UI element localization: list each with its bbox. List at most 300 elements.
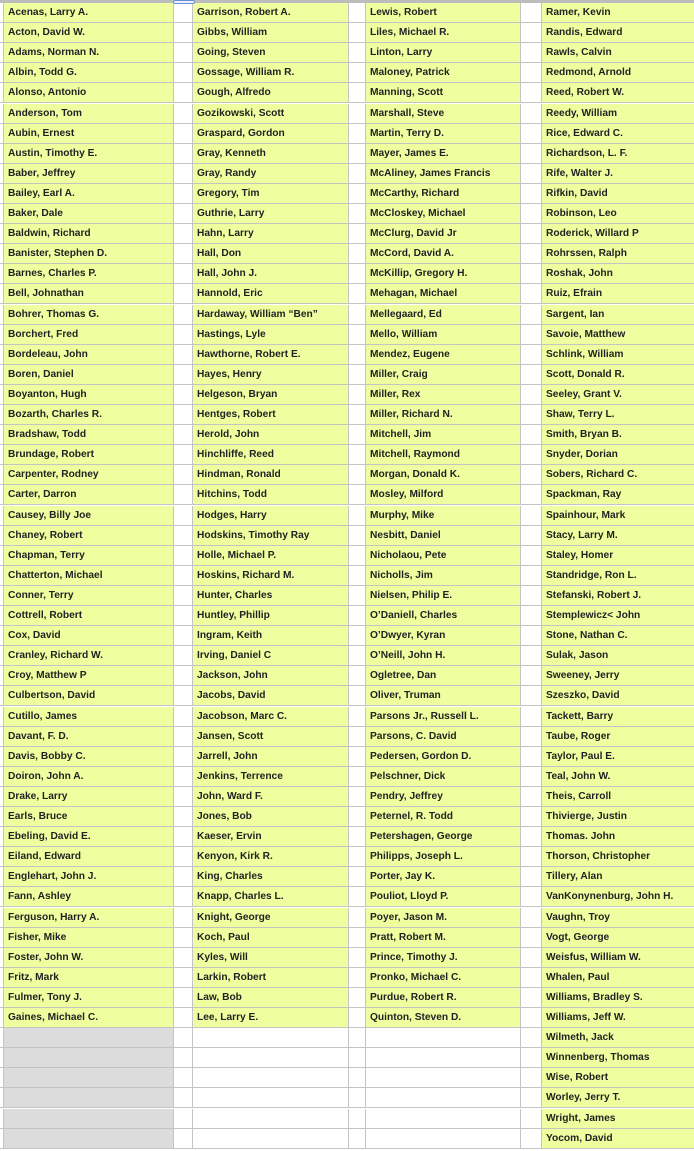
name-cell[interactable]: Gough, Alfredo [193, 83, 349, 103]
name-cell[interactable]: Stone, Nathan C. [542, 626, 694, 646]
spacer-cell[interactable] [174, 264, 193, 284]
spacer-cell[interactable] [174, 747, 193, 767]
spacer-cell[interactable] [521, 1028, 542, 1048]
empty-cell[interactable] [4, 1129, 174, 1149]
name-cell[interactable]: Sargent, Ian [542, 305, 694, 325]
name-cell[interactable]: Stefanski, Robert J. [542, 586, 694, 606]
name-cell[interactable]: Guthrie, Larry [193, 204, 349, 224]
name-cell[interactable]: Banister, Stephen D. [4, 244, 174, 264]
spacer-cell[interactable] [349, 887, 366, 907]
spacer-cell[interactable] [521, 164, 542, 184]
spacer-cell[interactable] [521, 908, 542, 928]
spacer-cell[interactable] [174, 83, 193, 103]
empty-cell[interactable] [366, 1068, 521, 1088]
name-cell[interactable]: Ebeling, David E. [4, 827, 174, 847]
spacer-cell[interactable] [521, 3, 542, 23]
name-cell[interactable]: Wise, Robert [542, 1068, 694, 1088]
spacer-cell[interactable] [349, 546, 366, 566]
name-cell[interactable]: Hoskins, Richard M. [193, 566, 349, 586]
name-cell[interactable]: Mendez, Eugene [366, 345, 521, 365]
spacer-cell[interactable] [521, 787, 542, 807]
spacer-cell[interactable] [521, 988, 542, 1008]
empty-cell[interactable] [193, 1129, 349, 1149]
name-cell[interactable]: McKillip, Gregory H. [366, 264, 521, 284]
name-cell[interactable]: O’Dwyer, Kyran [366, 626, 521, 646]
name-cell[interactable]: Spainhour, Mark [542, 506, 694, 526]
spacer-cell[interactable] [174, 405, 193, 425]
name-cell[interactable]: Lee, Larry E. [193, 1008, 349, 1028]
empty-cell[interactable] [193, 1048, 349, 1068]
spacer-cell[interactable] [521, 928, 542, 948]
spacer-cell[interactable] [521, 1088, 542, 1108]
spacer-cell[interactable] [349, 566, 366, 586]
spacer-cell[interactable] [521, 807, 542, 827]
spacer-cell[interactable] [521, 867, 542, 887]
name-cell[interactable]: Nicholaou, Pete [366, 546, 521, 566]
name-cell[interactable]: Jones, Bob [193, 807, 349, 827]
name-cell[interactable]: Hall, John J. [193, 264, 349, 284]
spacer-cell[interactable] [349, 485, 366, 505]
name-cell[interactable]: Jansen, Scott [193, 727, 349, 747]
spacer-cell[interactable] [521, 465, 542, 485]
name-cell[interactable]: Peternel, R. Todd [366, 807, 521, 827]
name-cell[interactable]: Pouliot, Lloyd P. [366, 887, 521, 907]
empty-cell[interactable] [366, 1129, 521, 1149]
spacer-cell[interactable] [349, 124, 366, 144]
name-cell[interactable]: Maloney, Patrick [366, 63, 521, 83]
spacer-cell[interactable] [174, 908, 193, 928]
name-cell[interactable]: McCarthy, Richard [366, 184, 521, 204]
name-cell[interactable]: Williams, Jeff W. [542, 1008, 694, 1028]
name-cell[interactable]: Hannold, Eric [193, 284, 349, 304]
spacer-cell[interactable] [174, 104, 193, 124]
name-cell[interactable]: Doiron, John A. [4, 767, 174, 787]
name-cell[interactable]: Sobers, Richard C. [542, 465, 694, 485]
name-cell[interactable]: Boren, Daniel [4, 365, 174, 385]
name-cell[interactable]: Gregory, Tim [193, 184, 349, 204]
spacer-cell[interactable] [174, 465, 193, 485]
name-cell[interactable]: Spackman, Ray [542, 485, 694, 505]
name-cell[interactable]: McCord, David A. [366, 244, 521, 264]
name-cell[interactable]: Hentges, Robert [193, 405, 349, 425]
name-cell[interactable]: King, Charles [193, 867, 349, 887]
name-cell[interactable]: Marshall, Steve [366, 104, 521, 124]
name-cell[interactable]: Standridge, Ron L. [542, 566, 694, 586]
column-resize-handle[interactable] [173, 0, 195, 4]
spacer-cell[interactable] [349, 144, 366, 164]
spacer-cell[interactable] [349, 164, 366, 184]
spacer-cell[interactable] [174, 727, 193, 747]
spacer-cell[interactable] [174, 807, 193, 827]
spacer-cell[interactable] [174, 686, 193, 706]
spacer-cell[interactable] [521, 827, 542, 847]
name-cell[interactable]: McCloskey, Michael [366, 204, 521, 224]
spacer-cell[interactable] [174, 345, 193, 365]
name-cell[interactable]: Herold, John [193, 425, 349, 445]
name-cell[interactable]: Hahn, Larry [193, 224, 349, 244]
name-cell[interactable]: Winnenberg, Thomas [542, 1048, 694, 1068]
spacer-cell[interactable] [349, 1068, 366, 1088]
spacer-cell[interactable] [349, 425, 366, 445]
name-cell[interactable]: Nicholls, Jim [366, 566, 521, 586]
name-cell[interactable]: Wilmeth, Jack [542, 1028, 694, 1048]
spacer-cell[interactable] [174, 707, 193, 727]
spacer-cell[interactable] [521, 43, 542, 63]
name-cell[interactable]: Alonso, Antonio [4, 83, 174, 103]
name-cell[interactable]: Borchert, Fred [4, 325, 174, 345]
name-cell[interactable]: Gibbs, William [193, 23, 349, 43]
name-cell[interactable]: Chapman, Terry [4, 546, 174, 566]
name-cell[interactable]: Boyanton, Hugh [4, 385, 174, 405]
spacer-cell[interactable] [174, 988, 193, 1008]
spacer-cell[interactable] [521, 124, 542, 144]
spacer-cell[interactable] [349, 666, 366, 686]
spacer-cell[interactable] [349, 747, 366, 767]
spacer-cell[interactable] [174, 1008, 193, 1028]
name-cell[interactable]: Poyer, Jason M. [366, 908, 521, 928]
name-cell[interactable]: Teal, John W. [542, 767, 694, 787]
spacer-cell[interactable] [174, 1048, 193, 1068]
name-cell[interactable]: Rawls, Calvin [542, 43, 694, 63]
spacer-cell[interactable] [349, 465, 366, 485]
name-cell[interactable]: Savoie, Matthew [542, 325, 694, 345]
spacer-cell[interactable] [349, 626, 366, 646]
name-cell[interactable]: Mayer, James E. [366, 144, 521, 164]
spacer-cell[interactable] [521, 264, 542, 284]
spacer-cell[interactable] [349, 83, 366, 103]
name-cell[interactable]: Bozarth, Charles R. [4, 405, 174, 425]
spacer-cell[interactable] [174, 1028, 193, 1048]
empty-cell[interactable] [4, 1028, 174, 1048]
spacer-cell[interactable] [349, 767, 366, 787]
spacer-cell[interactable] [521, 686, 542, 706]
spacer-cell[interactable] [174, 606, 193, 626]
name-cell[interactable]: Roderick, Willard P [542, 224, 694, 244]
spacer-cell[interactable] [174, 325, 193, 345]
spacer-cell[interactable] [349, 244, 366, 264]
empty-cell[interactable] [4, 1068, 174, 1088]
name-cell[interactable]: Miller, Craig [366, 365, 521, 385]
spacer-cell[interactable] [521, 425, 542, 445]
name-cell[interactable]: Ramer, Kevin [542, 3, 694, 23]
name-cell[interactable]: Hindman, Ronald [193, 465, 349, 485]
name-cell[interactable]: Tackett, Barry [542, 707, 694, 727]
spacer-cell[interactable] [521, 847, 542, 867]
spacer-cell[interactable] [521, 546, 542, 566]
name-cell[interactable]: Schlink, William [542, 345, 694, 365]
spacer-cell[interactable] [349, 1028, 366, 1048]
name-cell[interactable]: Knight, George [193, 908, 349, 928]
spacer-cell[interactable] [349, 968, 366, 988]
name-cell[interactable]: Baldwin, Richard [4, 224, 174, 244]
spacer-cell[interactable] [174, 847, 193, 867]
name-cell[interactable]: Cutillo, James [4, 707, 174, 727]
name-cell[interactable]: Pendry, Jeffrey [366, 787, 521, 807]
name-cell[interactable]: Ferguson, Harry A. [4, 908, 174, 928]
spacer-cell[interactable] [349, 345, 366, 365]
spacer-cell[interactable] [349, 948, 366, 968]
name-cell[interactable]: Martin, Terry D. [366, 124, 521, 144]
name-cell[interactable]: Taylor, Paul E. [542, 747, 694, 767]
name-cell[interactable]: Carpenter, Rodney [4, 465, 174, 485]
name-cell[interactable]: Kenyon, Kirk R. [193, 847, 349, 867]
name-cell[interactable]: Bradshaw, Todd [4, 425, 174, 445]
name-cell[interactable]: Eiland, Edward [4, 847, 174, 867]
empty-cell[interactable] [366, 1028, 521, 1048]
name-cell[interactable]: Englehart, John J. [4, 867, 174, 887]
spacer-cell[interactable] [521, 345, 542, 365]
spacer-cell[interactable] [349, 284, 366, 304]
name-cell[interactable]: Gozikowski, Scott [193, 104, 349, 124]
name-cell[interactable]: Earls, Bruce [4, 807, 174, 827]
spacer-cell[interactable] [174, 184, 193, 204]
spacer-cell[interactable] [521, 606, 542, 626]
name-cell[interactable]: Pelschner, Dick [366, 767, 521, 787]
spacer-cell[interactable] [521, 1048, 542, 1068]
spacer-cell[interactable] [349, 847, 366, 867]
name-cell[interactable]: Foster, John W. [4, 948, 174, 968]
spacer-cell[interactable] [174, 787, 193, 807]
name-cell[interactable]: Acenas, Larry A. [4, 3, 174, 23]
name-cell[interactable]: Hodges, Harry [193, 506, 349, 526]
spacer-cell[interactable] [349, 305, 366, 325]
name-cell[interactable]: Ruiz, Efrain [542, 284, 694, 304]
name-cell[interactable]: Irving, Daniel C [193, 646, 349, 666]
name-cell[interactable]: Manning, Scott [366, 83, 521, 103]
name-cell[interactable]: Kaeser, Ervin [193, 827, 349, 847]
name-cell[interactable]: Nielsen, Philip E. [366, 586, 521, 606]
name-cell[interactable]: Gray, Kenneth [193, 144, 349, 164]
spacer-cell[interactable] [349, 807, 366, 827]
name-cell[interactable]: Petershagen, George [366, 827, 521, 847]
name-cell[interactable]: Anderson, Tom [4, 104, 174, 124]
name-cell[interactable]: Sulak, Jason [542, 646, 694, 666]
name-cell[interactable]: Cranley, Richard W. [4, 646, 174, 666]
name-cell[interactable]: Rife, Walter J. [542, 164, 694, 184]
name-cell[interactable]: Bailey, Earl A. [4, 184, 174, 204]
spacer-cell[interactable] [349, 586, 366, 606]
empty-cell[interactable] [366, 1088, 521, 1108]
name-cell[interactable]: Davant, F. D. [4, 727, 174, 747]
empty-cell[interactable] [366, 1048, 521, 1068]
spacer-cell[interactable] [521, 23, 542, 43]
name-cell[interactable]: Pedersen, Gordon D. [366, 747, 521, 767]
spacer-cell[interactable] [174, 526, 193, 546]
spacer-cell[interactable] [349, 1129, 366, 1149]
spacer-cell[interactable] [521, 747, 542, 767]
spacer-cell[interactable] [174, 948, 193, 968]
name-cell[interactable]: Helgeson, Bryan [193, 385, 349, 405]
name-cell[interactable]: Prince, Timothy J. [366, 948, 521, 968]
name-cell[interactable]: Mosley, Milford [366, 485, 521, 505]
spacer-cell[interactable] [349, 104, 366, 124]
spacer-cell[interactable] [174, 566, 193, 586]
spacer-cell[interactable] [349, 184, 366, 204]
name-cell[interactable]: Miller, Richard N. [366, 405, 521, 425]
spacer-cell[interactable] [349, 365, 366, 385]
spacer-cell[interactable] [349, 224, 366, 244]
spacer-cell[interactable] [521, 1068, 542, 1088]
name-cell[interactable]: Taube, Roger [542, 727, 694, 747]
spacer-cell[interactable] [349, 23, 366, 43]
name-cell[interactable]: Fann, Ashley [4, 887, 174, 907]
name-cell[interactable]: Chaney, Robert [4, 526, 174, 546]
spacer-cell[interactable] [521, 887, 542, 907]
spacer-cell[interactable] [521, 767, 542, 787]
name-cell[interactable]: Linton, Larry [366, 43, 521, 63]
name-cell[interactable]: Koch, Paul [193, 928, 349, 948]
spacer-cell[interactable] [174, 666, 193, 686]
spacer-cell[interactable] [521, 1008, 542, 1028]
name-cell[interactable]: Robinson, Leo [542, 204, 694, 224]
spacer-cell[interactable] [349, 506, 366, 526]
spacer-cell[interactable] [174, 23, 193, 43]
spacer-cell[interactable] [521, 325, 542, 345]
name-cell[interactable]: Lewis, Robert [366, 3, 521, 23]
name-cell[interactable]: Seeley, Grant V. [542, 385, 694, 405]
name-cell[interactable]: Garrison, Robert A. [193, 3, 349, 23]
name-cell[interactable]: Reedy, William [542, 104, 694, 124]
spacer-cell[interactable] [174, 144, 193, 164]
name-cell[interactable]: Liles, Michael R. [366, 23, 521, 43]
spacer-cell[interactable] [521, 968, 542, 988]
name-cell[interactable]: Causey, Billy Joe [4, 506, 174, 526]
spacer-cell[interactable] [521, 63, 542, 83]
spacer-cell[interactable] [521, 385, 542, 405]
spacer-cell[interactable] [521, 586, 542, 606]
name-cell[interactable]: Graspard, Gordon [193, 124, 349, 144]
name-cell[interactable]: Hardaway, William “Ben” [193, 305, 349, 325]
name-cell[interactable]: Austin, Timothy E. [4, 144, 174, 164]
spacer-cell[interactable] [521, 365, 542, 385]
name-cell[interactable]: Smith, Bryan B. [542, 425, 694, 445]
spacer-cell[interactable] [174, 43, 193, 63]
name-cell[interactable]: Law, Bob [193, 988, 349, 1008]
spacer-cell[interactable] [521, 104, 542, 124]
spacer-cell[interactable] [349, 1088, 366, 1108]
name-cell[interactable]: Stacy, Larry M. [542, 526, 694, 546]
spacer-cell[interactable] [174, 485, 193, 505]
spacer-cell[interactable] [174, 425, 193, 445]
name-cell[interactable]: Brundage, Robert [4, 445, 174, 465]
name-cell[interactable]: Pratt, Robert M. [366, 928, 521, 948]
name-cell[interactable]: Yocom, David [542, 1129, 694, 1149]
name-cell[interactable]: Drake, Larry [4, 787, 174, 807]
spacer-cell[interactable] [349, 264, 366, 284]
spacer-cell[interactable] [349, 1048, 366, 1068]
spacer-cell[interactable] [521, 244, 542, 264]
name-cell[interactable]: Going, Steven [193, 43, 349, 63]
empty-cell[interactable] [193, 1088, 349, 1108]
spacer-cell[interactable] [349, 1109, 366, 1129]
empty-cell[interactable] [4, 1048, 174, 1068]
name-cell[interactable]: Baber, Jeffrey [4, 164, 174, 184]
spacer-cell[interactable] [174, 968, 193, 988]
name-cell[interactable]: Randis, Edward [542, 23, 694, 43]
name-cell[interactable]: Gossage, William R. [193, 63, 349, 83]
empty-cell[interactable] [366, 1109, 521, 1129]
name-cell[interactable]: Barnes, Charles P. [4, 264, 174, 284]
name-cell[interactable]: Davis, Bobby C. [4, 747, 174, 767]
spacer-cell[interactable] [521, 646, 542, 666]
spacer-cell[interactable] [174, 1088, 193, 1108]
name-cell[interactable]: Huntley, Phillip [193, 606, 349, 626]
name-cell[interactable]: Thomas. John [542, 827, 694, 847]
name-cell[interactable]: Chatterton, Michael [4, 566, 174, 586]
name-cell[interactable]: Miller, Rex [366, 385, 521, 405]
empty-cell[interactable] [193, 1068, 349, 1088]
name-cell[interactable]: Porter, Jay K. [366, 867, 521, 887]
name-cell[interactable]: Bohrer, Thomas G. [4, 305, 174, 325]
spacer-cell[interactable] [349, 325, 366, 345]
spacer-cell[interactable] [521, 1129, 542, 1149]
spacer-cell[interactable] [521, 83, 542, 103]
spacer-cell[interactable] [174, 887, 193, 907]
spacer-cell[interactable] [174, 767, 193, 787]
name-cell[interactable]: John, Ward F. [193, 787, 349, 807]
empty-cell[interactable] [4, 1088, 174, 1108]
name-cell[interactable]: Hall, Don [193, 244, 349, 264]
spacer-cell[interactable] [349, 707, 366, 727]
name-cell[interactable]: Staley, Homer [542, 546, 694, 566]
name-cell[interactable]: Larkin, Robert [193, 968, 349, 988]
spacer-cell[interactable] [521, 284, 542, 304]
name-cell[interactable]: Roshak, John [542, 264, 694, 284]
name-cell[interactable]: Fulmer, Tony J. [4, 988, 174, 1008]
name-cell[interactable]: Scott, Donald R. [542, 365, 694, 385]
name-cell[interactable]: Acton, David W. [4, 23, 174, 43]
spacer-cell[interactable] [521, 445, 542, 465]
name-cell[interactable]: Vaughn, Troy [542, 908, 694, 928]
name-cell[interactable]: Rohrssen, Ralph [542, 244, 694, 264]
name-cell[interactable]: Oliver, Truman [366, 686, 521, 706]
spacer-cell[interactable] [174, 1068, 193, 1088]
name-cell[interactable]: Baker, Dale [4, 204, 174, 224]
spacer-cell[interactable] [174, 1109, 193, 1129]
name-cell[interactable]: Albin, Todd G. [4, 63, 174, 83]
spacer-cell[interactable] [174, 928, 193, 948]
name-cell[interactable]: Fritz, Mark [4, 968, 174, 988]
spacer-cell[interactable] [174, 506, 193, 526]
spacer-cell[interactable] [521, 184, 542, 204]
name-cell[interactable]: O’Neill, John H. [366, 646, 521, 666]
name-cell[interactable]: Holle, Michael P. [193, 546, 349, 566]
spacer-cell[interactable] [174, 365, 193, 385]
spacer-cell[interactable] [174, 646, 193, 666]
spacer-cell[interactable] [349, 686, 366, 706]
name-cell[interactable]: Hinchliffe, Reed [193, 445, 349, 465]
name-cell[interactable]: Jacobs, David [193, 686, 349, 706]
name-cell[interactable]: Croy, Matthew P [4, 666, 174, 686]
name-cell[interactable]: Mellegaard, Ed [366, 305, 521, 325]
spacer-cell[interactable] [174, 385, 193, 405]
name-cell[interactable]: Stemplewicz< John [542, 606, 694, 626]
name-cell[interactable]: Reed, Robert W. [542, 83, 694, 103]
name-cell[interactable]: Knapp, Charles L. [193, 887, 349, 907]
spacer-cell[interactable] [174, 626, 193, 646]
spacer-cell[interactable] [174, 3, 193, 23]
spacer-cell[interactable] [349, 727, 366, 747]
spacer-cell[interactable] [349, 385, 366, 405]
name-cell[interactable]: Morgan, Donald K. [366, 465, 521, 485]
spacer-cell[interactable] [349, 787, 366, 807]
name-cell[interactable]: Cottrell, Robert [4, 606, 174, 626]
name-cell[interactable]: Mello, William [366, 325, 521, 345]
name-cell[interactable]: Jenkins, Terrence [193, 767, 349, 787]
spacer-cell[interactable] [349, 445, 366, 465]
name-cell[interactable]: Weisfus, William W. [542, 948, 694, 968]
spacer-cell[interactable] [174, 546, 193, 566]
